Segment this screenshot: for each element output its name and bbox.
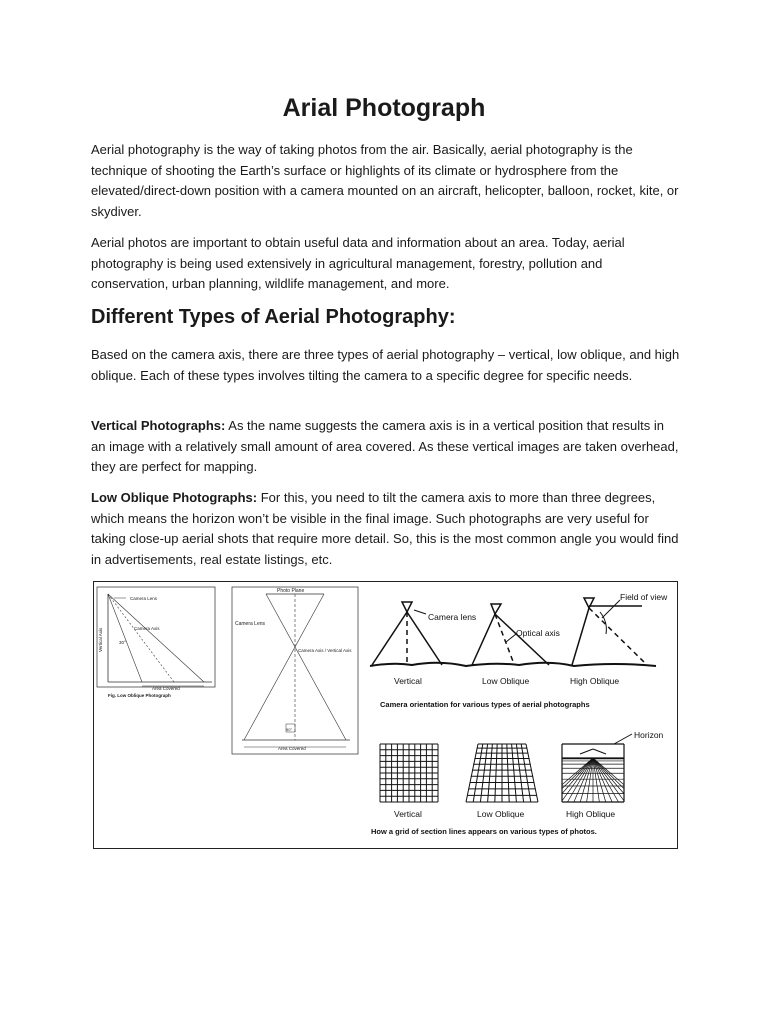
fig4-caption: How a grid of section lines appears on various types of photos.: [371, 827, 597, 836]
grid-line: [593, 758, 619, 802]
intro-paragraph-1: Aerial photography is the way of taking photos from the air. Basically, aerial photography is the technique of shooting the Earth’s surface or highlights of its climate or hydrosphere from the elevated/direct-down position with a camera mounted on an aircraft, helicopter, balloon, rocket, kite, or skydiver.: [91, 142, 679, 219]
fig-low-oblique-schematic: [97, 587, 215, 698]
fig1-vertical-axis-label: Vertical Axis: [98, 627, 103, 652]
grid-line: [526, 744, 538, 802]
fig1-camera-axis-label: Camera Axis: [134, 626, 160, 631]
fig3-field-of-view-label: Field of view: [620, 592, 668, 602]
fig2-angle-label: 90°: [286, 727, 293, 732]
fig3-low-oblique-label: Low Oblique: [482, 676, 530, 686]
fig2-area-covered-label: Area Covered: [278, 746, 306, 751]
fig2-camera-lens-label: Camera Lens: [235, 621, 266, 627]
fig3-high-oblique-label: High Oblique: [570, 676, 620, 686]
fig2-photo-plane-label: Photo Plane: [277, 588, 305, 594]
grid-line: [568, 758, 594, 802]
fig4-high-oblique-label: High Oblique: [566, 809, 616, 819]
grid-line: [562, 758, 593, 785]
section-heading: Different Types of Aerial Photography:: [91, 306, 456, 328]
fig-camera-orientation: [370, 592, 668, 709]
fig3-camera-lens-label: Camera lens: [428, 612, 477, 622]
fig2-axis-label: Camera Axis / Vertical Axis: [298, 648, 352, 653]
fig3-vertical-label: Vertical: [394, 676, 422, 686]
fig4-horizon-label: Horizon: [634, 730, 664, 740]
low-oblique-paragraph: [91, 488, 681, 570]
aerial-photography-figure: [93, 581, 678, 849]
vertical-photographs-text: As the name suggests the camera axis is in a vertical position that results in an image with a relatively small amount of area covered. As these vertical images are taken overhead, they are perfect for mapping.: [91, 418, 679, 474]
vertical-grid-diagram: [380, 744, 438, 802]
intro-paragraph-2: Aerial photos are important to obtain useful data and information about an area. Today, aerial photography is being used extensively in agricultural management, forestry, pollution and conservation, urban planning, wildlife management, and more.: [91, 235, 625, 291]
fig4-vertical-label: Vertical: [394, 809, 422, 819]
section-paragraph-1: Based on the camera axis, there are three types of aerial photography – vertical, low oblique, and high oblique. Each of these types involves tilting the camera to a specific degree for specific needs.: [91, 347, 680, 383]
fig3-caption: Camera orientation for various types of aerial photographs: [380, 700, 590, 709]
low-oblique-label: Low Oblique Photographs:: [91, 490, 258, 505]
fig3-optical-axis-label: Optical axis: [516, 628, 560, 638]
low-oblique-text: For this, you need to tilt the camera axis to more than three degrees, which means the horizon won’t be visible in the final image. Such photographs are very useful for taking close-up aerial shots that require more detail. So, this is the most common angle you would find in advertisements, real estate listings, etc.: [91, 490, 679, 567]
fig-grid-appearance: [371, 730, 664, 836]
fig1-camera-lens-label: Camera Lens: [130, 596, 158, 601]
grid-line: [593, 758, 624, 785]
low-oblique-grid-diagram: [466, 744, 538, 802]
fig1-angle-label: 30°: [119, 640, 126, 645]
fig1-area-covered-label: Area Covered: [152, 686, 180, 691]
grid-line: [593, 749, 606, 754]
vertical-photographs-label: Vertical Photographs:: [91, 418, 226, 433]
vertical-photographs-paragraph: [91, 416, 681, 478]
grid-line: [580, 749, 593, 754]
page-title: Arial Photograph: [282, 94, 486, 122]
high-oblique-grid-diagram: [562, 744, 624, 802]
fig4-low-oblique-label: Low Oblique: [477, 809, 525, 819]
fig1-caption: Fig. Low Oblique Photograph: [108, 693, 171, 698]
fig-vertical-schematic: [232, 587, 358, 754]
